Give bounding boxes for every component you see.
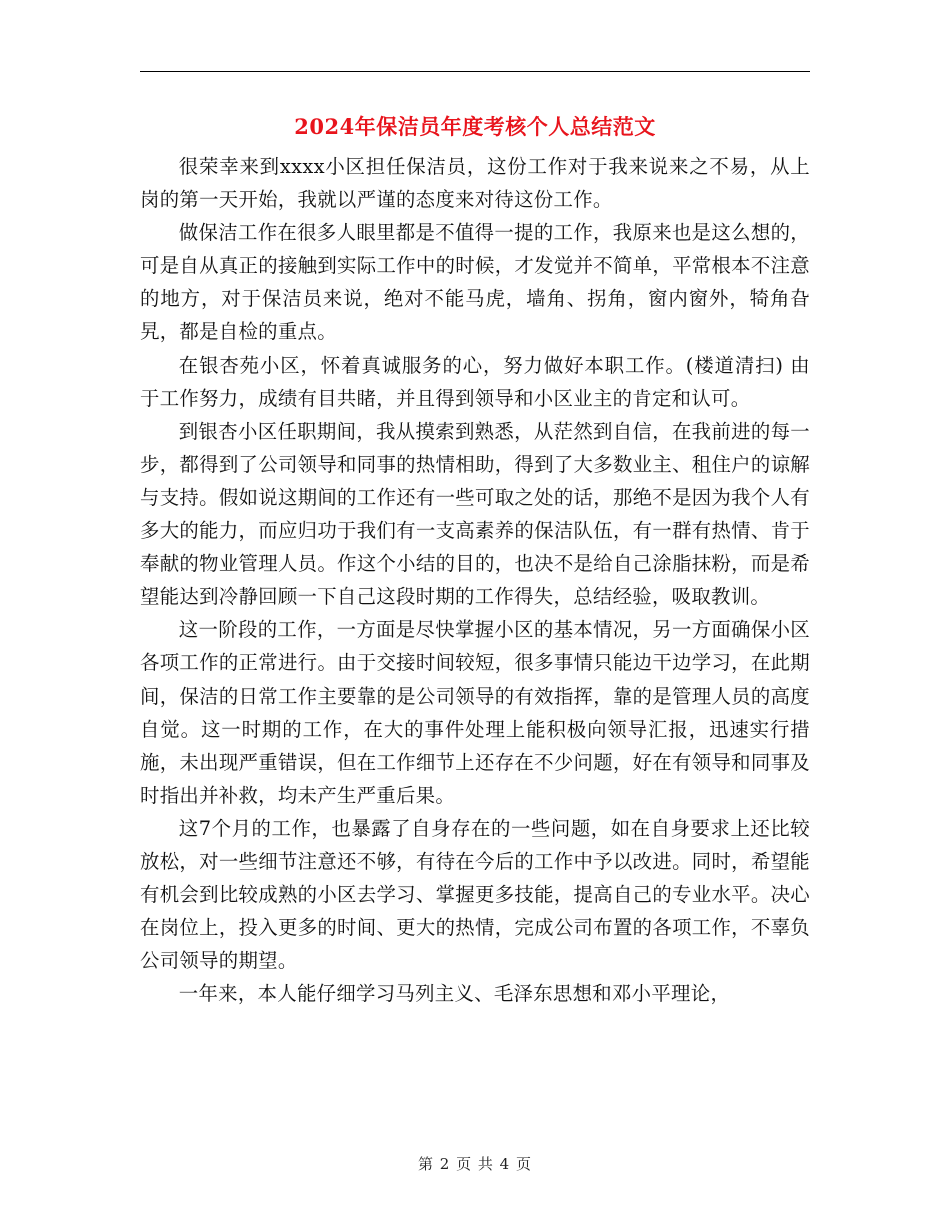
paragraph: 在银杏苑小区，怀着真诚服务的心，努力做好本职工作。(楼道清扫) 由于工作努力，成绩有目共睹，并且得到领导和小区业主的肯定和认可。: [140, 353, 810, 410]
paragraph: 这7个月的工作，也暴露了自身存在的一些问题，如在自身要求上还比较放松，对一些细节注意还不够，有待在今后的工作中予以改进。同时，希望能有机会到比较成熟的小区去学习、掌握更多技能，提高自己的专业水平。决心在岗位上，投入更多的时间、更大的热情，完成公司布置的各项工作，不辜负公司领导的期望。: [140, 816, 810, 973]
header-rule: [140, 71, 810, 72]
document-title: 2024年保洁员年度考核个人总结范文: [294, 114, 656, 139]
paragraph: 这一阶段的工作，一方面是尽快掌握小区的基本情况，另一方面确保小区各项工作的正常进行。由于交接时间较短，很多事情只能边干边学习，在此期间，保洁的日常工作主要靠的是公司领导的有效指挥，靠的是管理人员的高度自觉。这一时期的工作，在大的事件处理上能积极向领导汇报，迅速实行措施，未出现严重错误，但在工作细节上还存在不少问题，好在有领导和同事及时指出并补救，均未产生严重后果。: [140, 618, 810, 807]
paragraph: 到银杏小区任职期间，我从摸索到熟悉，从茫然到自信，在我前进的每一步，都得到了公司领导和同事的热情相助，得到了大多数业主、租住户的谅解与支持。假如说这期间的工作还有一些可取之处的话，那绝不是因为我个人有多大的能力，而应归功于我们有一支高素养的保洁队伍，有一群有热情、肯于奉献的物业管理人员。作这个小结的目的，也决不是给自己涂脂抹粉，而是希望能达到冷静回顾一下自己这段时期的工作得失，总结经验，吸取教训。: [140, 419, 810, 609]
document-body: [140, 150, 810, 1010]
page-number-footer: 第 2 页 共 4 页: [418, 1155, 532, 1173]
paragraph: 很荣幸来到xxxx小区担任保洁员，这份工作对于我来说来之不易，从上岗的第一天开始，我就以严谨的态度来对待这份工作。: [140, 155, 810, 212]
paragraph: 一年来，本人能仔细学习马列主义、毛泽东思想和邓小平理论，: [178, 982, 731, 1006]
paragraph: 做保洁工作在很多人眼里都是不值得一提的工作，我原来也是这么想的，可是自从真正的接触到实际工作中的时候，才发觉并不简单，平常根本不注意的地方，对于保洁员来说，绝对不能马虎，墙角、拐角，窗内窗外，犄角旮旯，都是自检的重点。: [140, 221, 810, 344]
